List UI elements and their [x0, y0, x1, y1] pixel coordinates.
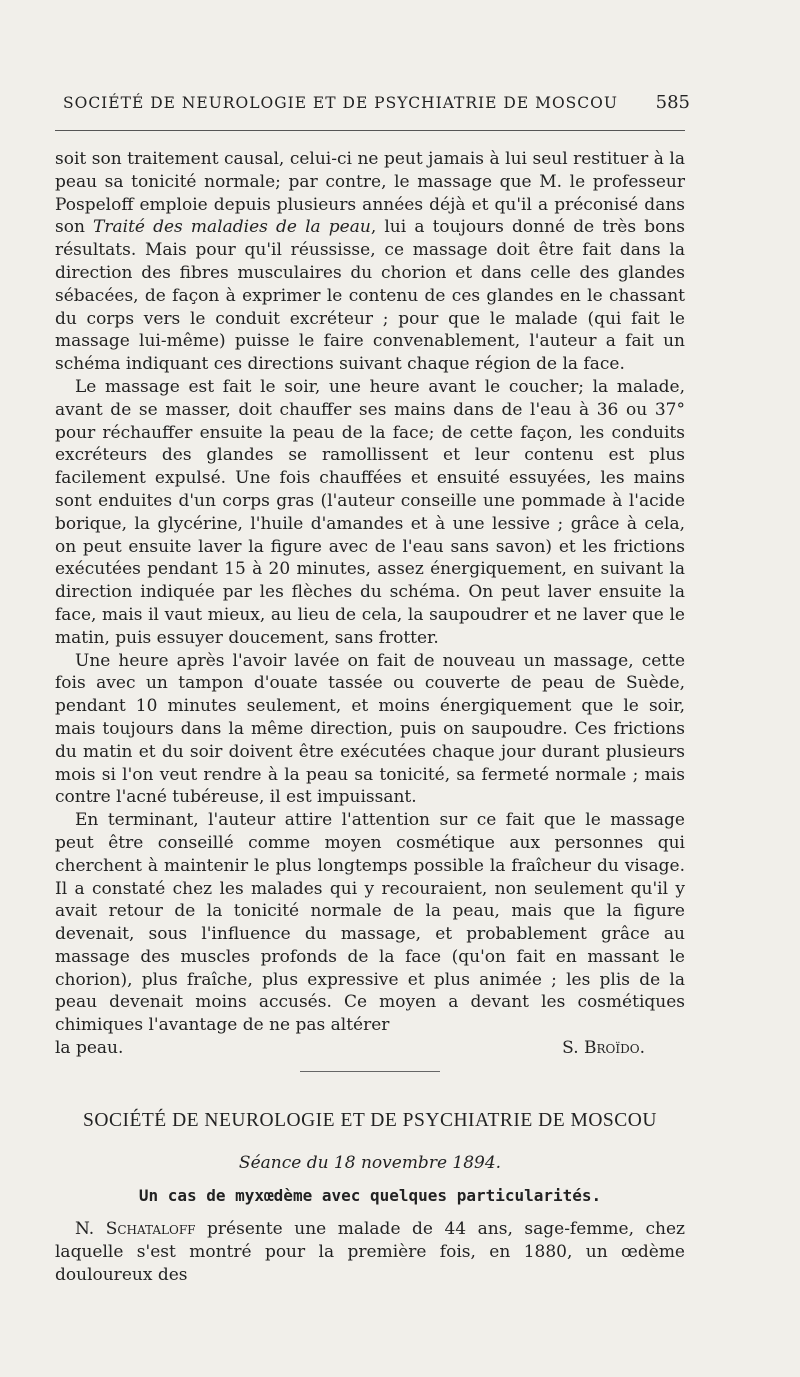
paragraph: Le massage est fait le soir, une heure avant le coucher; la malade, avant de se masser, doit chauffer ses mains dans de l'eau à 36 ou 37° pour réchauffer ensuite la peau de la face; de cette façon, les conduits excréteurs des glandes se ramollissent et leur contenu est plus facilement expulsé. Une fois chauffées et ensuité essuyées, les mains sont enduites d'un corps gras (l'auteur conseille une pommade à l'acide borique, la glycérine, l'huile d'amandes et à une lessive ; grâce à cela, on peut ensuite laver la figure avec de l'eau sans savon) et les frictions exécutées pendant 15 à 20 minutes, assez énergiquement, en suivant la direction indiquée par les flèches du schéma. On peut laver ensuite la face, mais il vaut mieux, au lieu de cela, la saupoudrer et ne laver que le matin, puis essuyer doucement, sans frotter. [55, 376, 685, 648]
signature-line [55, 1037, 685, 1060]
article-body [55, 148, 685, 1060]
closing-words: la peau. [55, 1038, 124, 1059]
author-name: N. Schataloff [75, 1219, 196, 1239]
running-head [63, 92, 690, 113]
header-rule [55, 130, 685, 131]
running-title: SOCIÉTÉ DE NEUROLOGIE ET DE PSYCHIATRIE DE MOSCOU [63, 94, 618, 112]
section-heading: SOCIÉTÉ DE NEUROLOGIE ET DE PSYCHIATRIE DE MOSCOU [83, 1110, 657, 1131]
p1-part2: , lui a toujours donné de très bons résultats. Mais pour qu'il réussisse, ce massage doit être fait dans la direction des fibres musculaires du chorion et dans celle des glandes sébacées, de façon à exprimer le contenu de ces glandes en le chassant du corps vers le conduit excréteur ; pour que le malade (qui fait le massage lui-même) puisse le faire convenablement, l'auteur a fait un schéma indiquant ces directions suivant chaque région de la face. [55, 217, 686, 375]
paragraph: Une heure après l'avoir lavée on fait de nouveau un massage, cette fois avec un tampon d'ouate tassée ou couverte de peau de Suède, pendant 10 minutes seulement, et moins énergiquement que le soir, mais toujours dans la même direction, puis on saupoudre. Ces frictions du matin et du soir doivent être exécutées chaque jour durant plusieurs mois si l'on veut rendre à la peau sa tonicité, sa fermeté normale ; mais contre l'acné tubéreuse, il est impuissant. [55, 650, 685, 808]
paragraph-text: présente une malade de 44 ans, sage-femme, chez laquelle s'est montré pour la première fois, en 1880, un œdème douloureux des [55, 1219, 686, 1285]
paragraph: En terminant, l'auteur attire l'attention sur ce fait que le massage peut être conseillé comme moyen cosmétique aux personnes qui cherchent à maintenir le plus longtemps possible la fraîcheur du visage. Il a constaté chez les malades qui y recouraient, non seulement qu'il y avait retour de la tonicité normale de la peau, mais que la figure devenait, sous l'influence du massage, et probablement grâce au massage des muscles profonds de la face (qu'on fait en massant le chorion), plus fraîche, plus expressive et plus animée ; les plis de la peau devenait moins accusés. Ce moyen a devant les cosmétiques chimiques l'avantage de ne pas altérer [55, 810, 685, 1036]
author-signature: S. Broïdo. [562, 1038, 645, 1059]
article-title: Un cas de myxœdème avec quelques particularités. [138, 1186, 602, 1205]
paragraph [55, 148, 685, 376]
article-body-2 [55, 1218, 685, 1286]
paragraph [55, 1218, 685, 1286]
p1-part1: soit son traitement causal, celui-ci ne peut jamais à lui seul restituer à la peau sa tonicité normale; par contre, le massage que M. le professeur Pospeloff emploie depuis plusieurs années déjà et qu'il a préconisé dans son [55, 149, 685, 238]
session-date: Séance du 18 novembre 1894. [238, 1153, 502, 1173]
section-divider [300, 1071, 440, 1072]
page-number: 585 [655, 92, 690, 113]
book-title: Traité des maladies de la peau [93, 217, 371, 238]
